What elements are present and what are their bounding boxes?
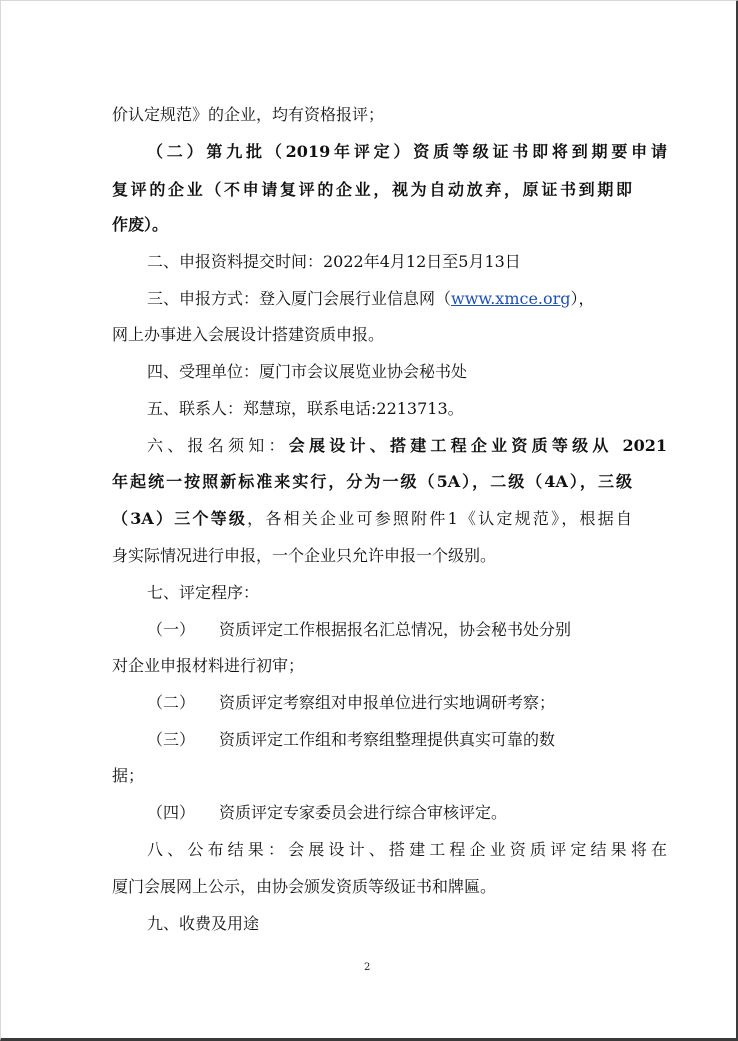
- list-number: （四）: [147, 803, 196, 822]
- text-span: 六、报名须知：: [147, 436, 289, 455]
- text-line: [112, 509, 632, 529]
- text-line: 九、收费及用途: [147, 914, 260, 933]
- text-line: [147, 620, 667, 640]
- text-line: 年起统一按照新标准来实行，分为一级（5A），二级（4A），三级: [112, 472, 632, 491]
- text-span: 三、申报方式：登入厦门会展行业信息网（: [147, 289, 452, 308]
- text-line: 二、申报资料提交时间：2022年4月12日至5月13日: [147, 252, 521, 271]
- text-line: [147, 289, 667, 309]
- text-span: 资质评定考察组对申报单位进行实地调研考察；: [219, 693, 556, 712]
- text-span: ，各相关企业可参照附件1《认定规范》，根据自: [247, 509, 632, 528]
- bold-span: 会展设计、搭建工程企业资质等级从 2021: [288, 436, 667, 455]
- website-link[interactable]: www.xmce.org: [451, 289, 571, 308]
- text-line: 对企业申报材料进行初审；: [112, 656, 305, 675]
- text-span: 资质评定工作组和考察组整理提供真实可靠的数: [219, 730, 556, 749]
- text-line: [147, 803, 667, 823]
- text-span: ），: [570, 289, 595, 308]
- list-number: （一）: [147, 620, 196, 639]
- text-line: 五、联系人：郑慧琼，联系电话:2213713。: [147, 399, 464, 418]
- text-line: 复评的企业（不申请复评的企业，视为自动放弃，原证书到期即: [112, 180, 632, 199]
- bold-span: （3A）三个等级: [112, 509, 248, 528]
- text-line: 八、公布结果：会展设计、搭建工程企业资质评定结果将在: [147, 840, 667, 859]
- page-number: 2: [364, 962, 371, 973]
- text-line: 七、评定程序：: [147, 583, 260, 602]
- list-number: （二）: [147, 693, 196, 712]
- text-line: [147, 693, 667, 713]
- text-line: 厦门会展网上公示，由协会颁发资质等级证书和牌匾。: [112, 877, 497, 896]
- text-line: 价认定规范》的企业，均有资格报评；: [112, 105, 385, 124]
- text-line: 据；: [112, 766, 145, 785]
- text-line: 作废）。: [112, 215, 169, 234]
- text-line: 网上办事进入会展设计搭建资质申报。: [112, 325, 385, 344]
- text-line: [147, 436, 667, 456]
- text-line: [147, 730, 667, 750]
- list-number: （三）: [147, 730, 196, 749]
- text-span: 资质评定专家委员会进行综合审核评定。: [219, 803, 508, 822]
- text-line: 四、受理单位：厦门市会议展览业协会秘书处: [147, 362, 468, 381]
- text-line: 身实际情况进行申报，一个企业只允许申报一个级别。: [112, 546, 497, 565]
- text-line: （二）第九批（2019年评定）资质等级证书即将到期要申请: [147, 142, 667, 161]
- text-span: 资质评定工作根据报名汇总情况，协会秘书处分别: [219, 620, 572, 639]
